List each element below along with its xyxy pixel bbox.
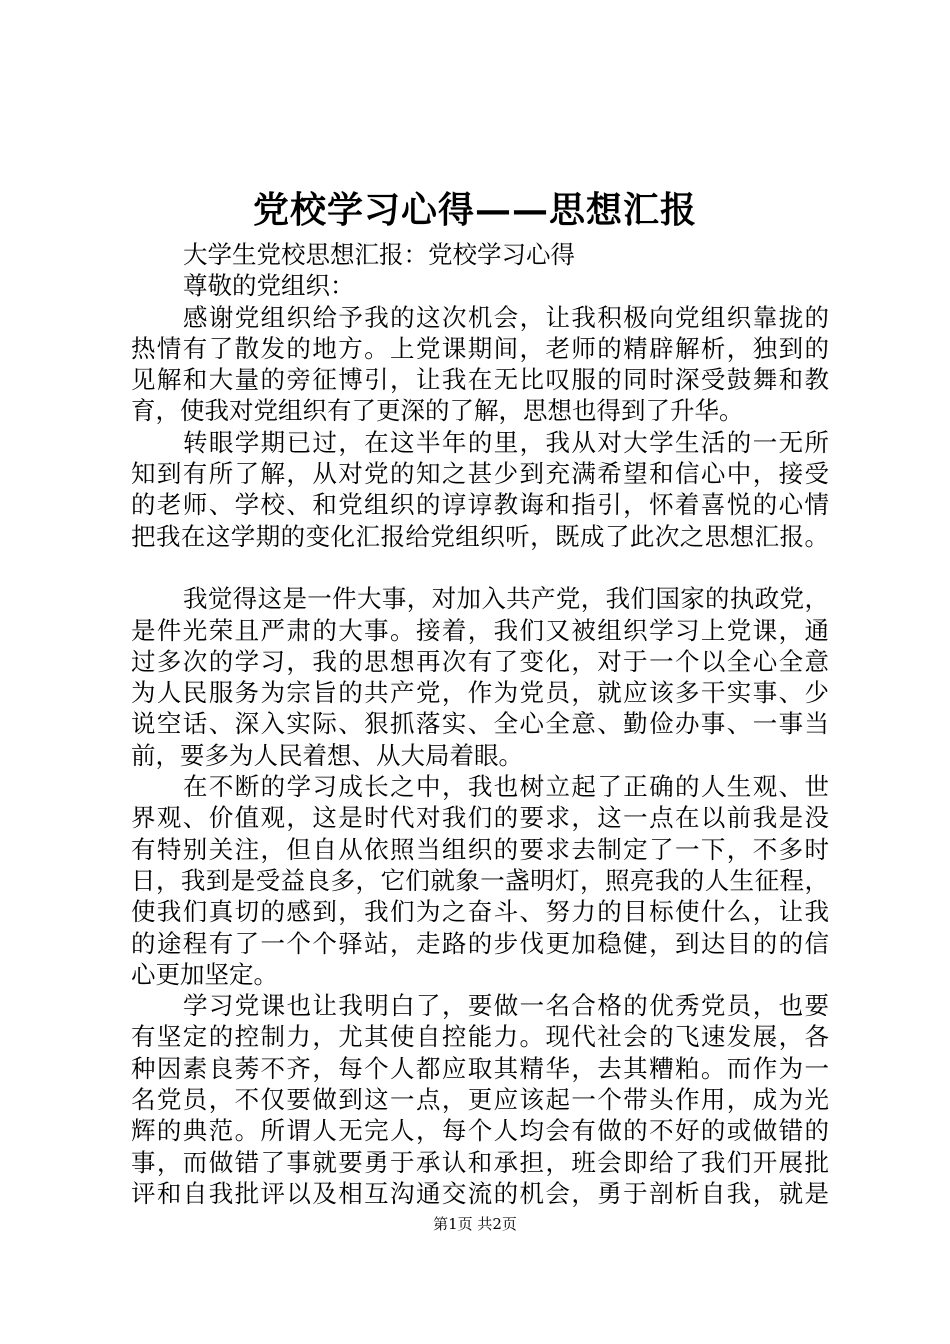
text-line: 大学生党校思想汇报：党校学习心得: [183, 240, 575, 269]
text-line: 事，而做错了事就要勇于承认和承担，班会即给了我们开展批: [131, 1147, 829, 1177]
text-line: 辉的典范。所谓人无完人，每个人均会有做的不好的或做错的: [131, 1116, 829, 1146]
text-line: 转眼学期已过，在这半年的里，我从对大学生活的一无所: [183, 427, 829, 457]
text-line: 见解和大量的旁征博引，让我在无比叹服的同时深受鼓舞和教: [131, 365, 829, 395]
text-line: 是件光荣且严肃的大事。接着，我们又被组织学习上党课，通: [131, 615, 829, 645]
text-line: 评和自我批评以及相互沟通交流的机会，勇于剖析自我，就是: [131, 1178, 829, 1208]
text-line: 为人民服务为宗旨的共产党，作为党员，就应该多干实事、少: [131, 678, 829, 708]
text-line: 的途程有了一个个驿站，走路的步伐更加稳健，到达目的的信: [131, 928, 829, 958]
text-line: 使我们真切的感到，我们为之奋斗、努力的目标使什么，让我: [131, 897, 829, 927]
text-line: 我觉得这是一件大事，对加入共产党，我们国家的执政党，: [183, 584, 829, 614]
text-line: 有特别关注，但自从依照当组织的要求去制定了一下，不多时: [131, 834, 829, 864]
text-line: 的老师、学校、和党组织的谆谆教诲和指引，怀着喜悦的心情: [131, 490, 829, 520]
text-line: 过多次的学习，我的思想再次有了变化，对于一个以全心全意: [131, 646, 829, 676]
document-title: 党校学习心得——思想汇报: [252, 189, 697, 231]
text-line: 种因素良莠不齐，每个人都应取其精华，去其糟粕。而作为一: [131, 1053, 829, 1083]
text-line: 知到有所了解，从对党的知之甚少到充满希望和信心中，接受: [131, 459, 829, 489]
text-line: 有坚定的控制力，尤其使自控能力。现代社会的飞速发展，各: [131, 1022, 829, 1052]
text-line: 界观、价值观，这是时代对我们的要求，这一点在以前我是没: [131, 803, 829, 833]
page-footer: 第1页 共2页: [433, 1215, 517, 1233]
text-line: 日，我到是受益良多，它们就象一盏明灯，照亮我的人生征程，: [131, 865, 829, 895]
text-line: 说空话、深入实际、狠抓落实、全心全意、勤俭办事、一事当: [131, 709, 829, 739]
document-body: [131, 239, 829, 1209]
text-line: 育，使我对党组织有了更深的了解，思想也得到了升华。: [131, 396, 744, 426]
text-line: 在不断的学习成长之中，我也树立起了正确的人生观、世: [183, 772, 829, 802]
text-line: 尊敬的党组织：: [183, 271, 355, 301]
text-line: 学习党课也让我明白了，要做一名合格的优秀党员，也要: [183, 991, 829, 1021]
text-line: 感谢党组织给予我的这次机会，让我积极向党组织靠拢的: [183, 302, 829, 332]
text-line: 前，要多为人民着想、从大局着眼。: [131, 740, 523, 770]
text-line: 热情有了散发的地方。上党课期间，老师的精辟解析，独到的: [131, 333, 829, 363]
text-line: 把我在这学期的变化汇报给党组织听，既成了此次之思想汇报。: [131, 521, 829, 551]
text-line: 心更加坚定。: [131, 959, 278, 989]
text-line: 名党员，不仅要做到这一点，更应该起一个带头作用，成为光: [131, 1085, 829, 1115]
blank-line: [131, 552, 829, 583]
